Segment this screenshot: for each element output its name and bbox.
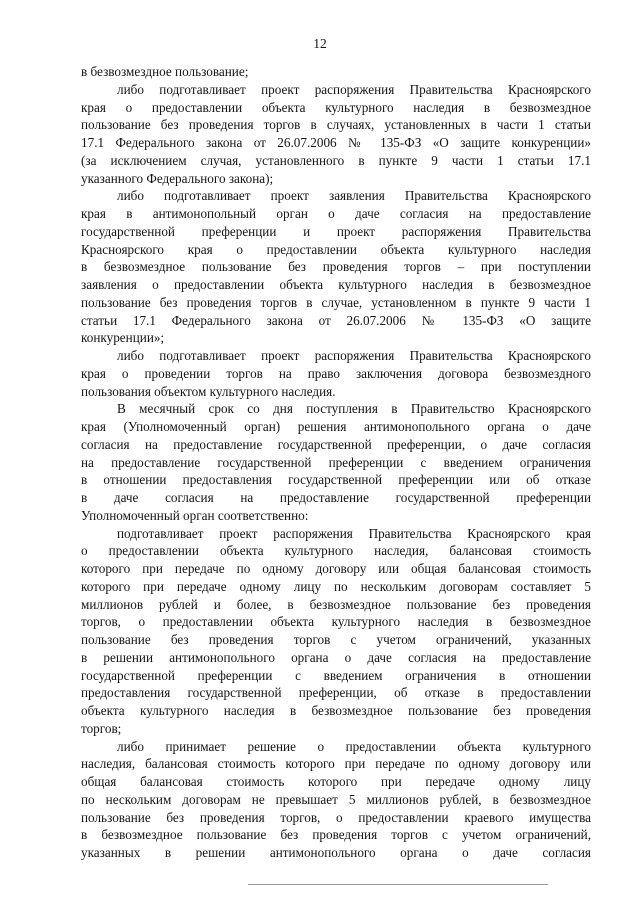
- text-line: государственной преференции с введением ограничения в отношении: [81, 667, 591, 683]
- text-line: общая балансовая стоимость которого при передаче одному лицу: [81, 774, 591, 789]
- text-line: указанного Федерального закона);: [81, 170, 274, 186]
- text-line: предоставления государственной преференции, об отказе в предоставлении: [81, 685, 591, 701]
- bottom-scan-line: [248, 884, 548, 885]
- text-line: торгов, о предоставлении объекта культурного наследия в безвозмездное: [81, 614, 591, 630]
- text-line: в безвозмездное пользование без проведения торгов – при поступлении: [81, 259, 591, 275]
- text-line: края в антимонопольный орган о даче согласия на предоставление: [81, 206, 591, 221]
- text-line: о предоставлении объекта культурного наследия, балансовая стоимость: [81, 543, 591, 559]
- text-line: пользование без проведения торгов с учетом ограничений, указанных: [81, 632, 591, 647]
- text-line: края о предоставлении объекта культурного наследия в безвозмездное: [81, 99, 591, 115]
- text-line: в решении антимонопольного органа о даче согласия на предоставление: [81, 649, 591, 665]
- text-line: пользования объектом культурного наследия.: [81, 383, 336, 399]
- text-line: пользование без проведения торгов, о предоставлении краевого имущества: [81, 809, 591, 825]
- text-line: миллионов рублей и более, в безвозмездное пользование без проведения: [81, 596, 591, 612]
- text-line: по нескольким договорам не превышает 5 миллионов рублей, в безвозмездное: [81, 791, 591, 807]
- text-line: края (Уполномоченный орган) решения антимонопольного органа о даче: [81, 419, 591, 434]
- text-line: которого при передаче одному лицу по нескольким договорам составляет 5: [81, 578, 591, 594]
- text-line: объекта культурного наследия в безвозмездное пользование без проведения: [81, 703, 591, 718]
- text-line: согласия на предоставление государственной преференции, о даче согласия: [81, 436, 591, 452]
- text-line: либо принимает решение о предоставлении объекта культурного: [117, 738, 591, 754]
- text-line: 17.1 Федерального закона от 26.07.2006 № 135-ФЗ «О защите конкуренции»: [81, 135, 591, 150]
- text-line: пользование без проведения торгов в случаях, установленных в части 1 статьи: [81, 117, 591, 133]
- text-line: пользование без проведения торгов в случае, установленном в пункте 9 части 1: [81, 294, 591, 310]
- text-line: указанных в решении антимонопольного органа о даче согласия: [81, 845, 591, 860]
- text-line: подготавливает проект распоряжения Правительства Красноярского края: [117, 525, 591, 541]
- text-line: (за исключением случая, установленного в пункте 9 части 1 статьи 17.1: [81, 152, 591, 168]
- text-line: В месячный срок со дня поступления в Правительство Красноярского: [117, 401, 591, 417]
- text-line: края о проведении торгов на право заключения договора безвозмездного: [81, 365, 591, 381]
- text-line: конкуренции»;: [81, 330, 165, 346]
- text-line: в безвозмездное пользование;: [81, 64, 249, 79]
- text-line: которого при передаче по одному договору или общая балансовая стоимость: [81, 561, 591, 576]
- text-line: Красноярского края о предоставлении объекта культурного наследия: [81, 241, 591, 257]
- text-line: заявления о предоставлении объекта культурного наследия в безвозмездное: [81, 277, 591, 292]
- document-body: [81, 63, 591, 862]
- text-line: наследия, балансовая стоимость которого при передаче по одному договору или: [81, 756, 591, 772]
- text-line: либо подготавливает проект заявления Правительства Красноярского: [117, 188, 591, 204]
- text-line: Уполномоченный орган соответственно:: [81, 507, 309, 523]
- text-line: в безвозмездное пользование без проведения торгов с учетом ограничений,: [81, 827, 591, 843]
- text-line: либо подготавливает проект распоряжения Правительства Красноярского: [117, 81, 591, 97]
- text-line: либо подготавливает проект распоряжения Правительства Красноярского: [117, 348, 591, 363]
- text-line: на предоставление государственной преференции с введением ограничения: [81, 454, 591, 470]
- page-number: 12: [313, 36, 327, 51]
- text-line: торгов;: [81, 720, 122, 736]
- text-line: государственной преференции и проект распоряжения Правительства: [81, 223, 591, 239]
- text-line: в отношении предоставления государственной преференции или об отказе: [81, 472, 591, 488]
- text-line: в даче согласия на предоставление государственной преференции: [81, 490, 591, 505]
- text-line: статьи 17.1 Федерального закона от 26.07.2006 № 135-ФЗ «О защите: [81, 312, 591, 328]
